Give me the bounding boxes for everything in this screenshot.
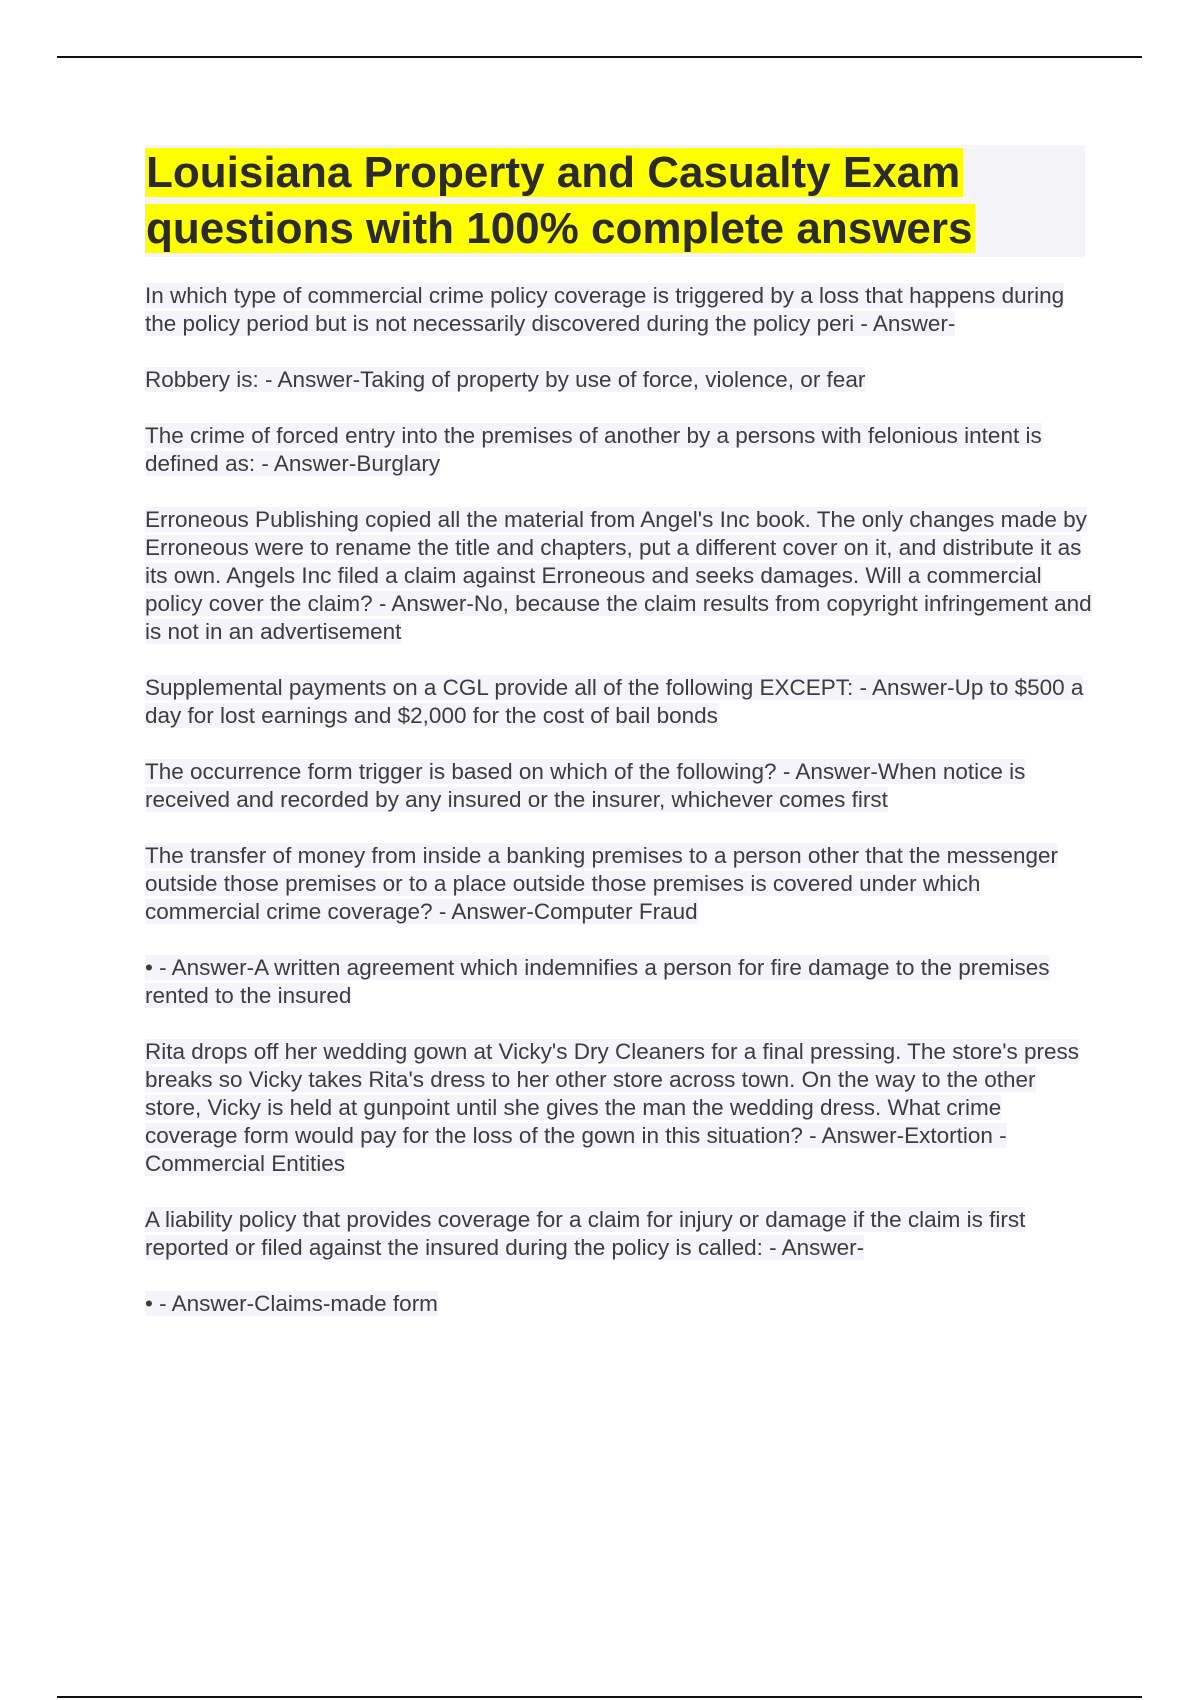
top-rule [57,56,1142,58]
qa-item-text: The transfer of money from inside a banking premises to a person other that the messenger outside those premises or to a place outside those premises is covered under which commercial crime coverage? - Answer-Computer Fraud [145,843,1058,924]
qa-item [145,282,1095,338]
qa-item-text: In which type of commercial crime policy coverage is triggered by a loss that happens during the policy period but is not necessarily discovered during the policy peri - Answer- [145,283,1065,336]
qa-item [145,1290,1095,1318]
document-title [145,145,1085,257]
qa-item [145,366,1095,394]
qa-item [145,674,1095,730]
qa-item [145,422,1095,478]
qa-item-text: • - Answer-Claims-made form [145,1291,438,1316]
qa-item-text: The crime of forced entry into the premises of another by a persons with felonious intent is defined as: - Answer-Burglary [145,423,1042,476]
qa-item [145,954,1095,1010]
qa-item-text: Robbery is: - Answer-Taking of property by use of force, violence, or fear [145,367,866,392]
qa-list [145,282,1095,1346]
qa-item [145,842,1095,926]
qa-item-text: A liability policy that provides coverage for a claim for injury or damage if the claim is first reported or filed against the insured during the policy is called: - Answer- [145,1207,1026,1260]
bottom-rule [57,1696,1142,1698]
qa-item [145,1038,1095,1178]
qa-item [145,506,1095,646]
qa-item-text: Rita drops off her wedding gown at Vicky's Dry Cleaners for a final pressing. The store's press breaks so Vicky takes Rita's dress to her other store across town. On the way to the other store, Vicky is held at gunpoint until she gives the man the wedding dress. What crime coverage form would pay for the loss of the gown in this situation? - Answer-Extortion - Commercial Entities [145,1039,1080,1176]
title-block [145,145,1085,257]
document-title-text: Louisiana Property and Casualty Exam questions with 100% complete answers [145,148,975,253]
qa-item-text: The occurrence form trigger is based on which of the following? - Answer-When notice is received and recorded by any insured or the insurer, whichever comes first [145,759,1026,812]
qa-item-text: • - Answer-A written agreement which indemnifies a person for fire damage to the premises rented to the insured [145,955,1050,1008]
qa-item-text: Erroneous Publishing copied all the material from Angel's Inc book. The only changes made by Erroneous were to rename the title and chapters, put a different cover on it, and distribute it as its own. Angels Inc filed a claim against Erroneous and seeks damages. Will a commercial policy cover the claim? - Answer-No, because the claim results from copyright infringement and is not in an advertisement [145,507,1092,644]
qa-item-text: Supplemental payments on a CGL provide all of the following EXCEPT: - Answer-Up to $500 a day for lost earnings and $2,000 for the cost of bail bonds [145,675,1084,728]
qa-item [145,758,1095,814]
qa-item [145,1206,1095,1262]
